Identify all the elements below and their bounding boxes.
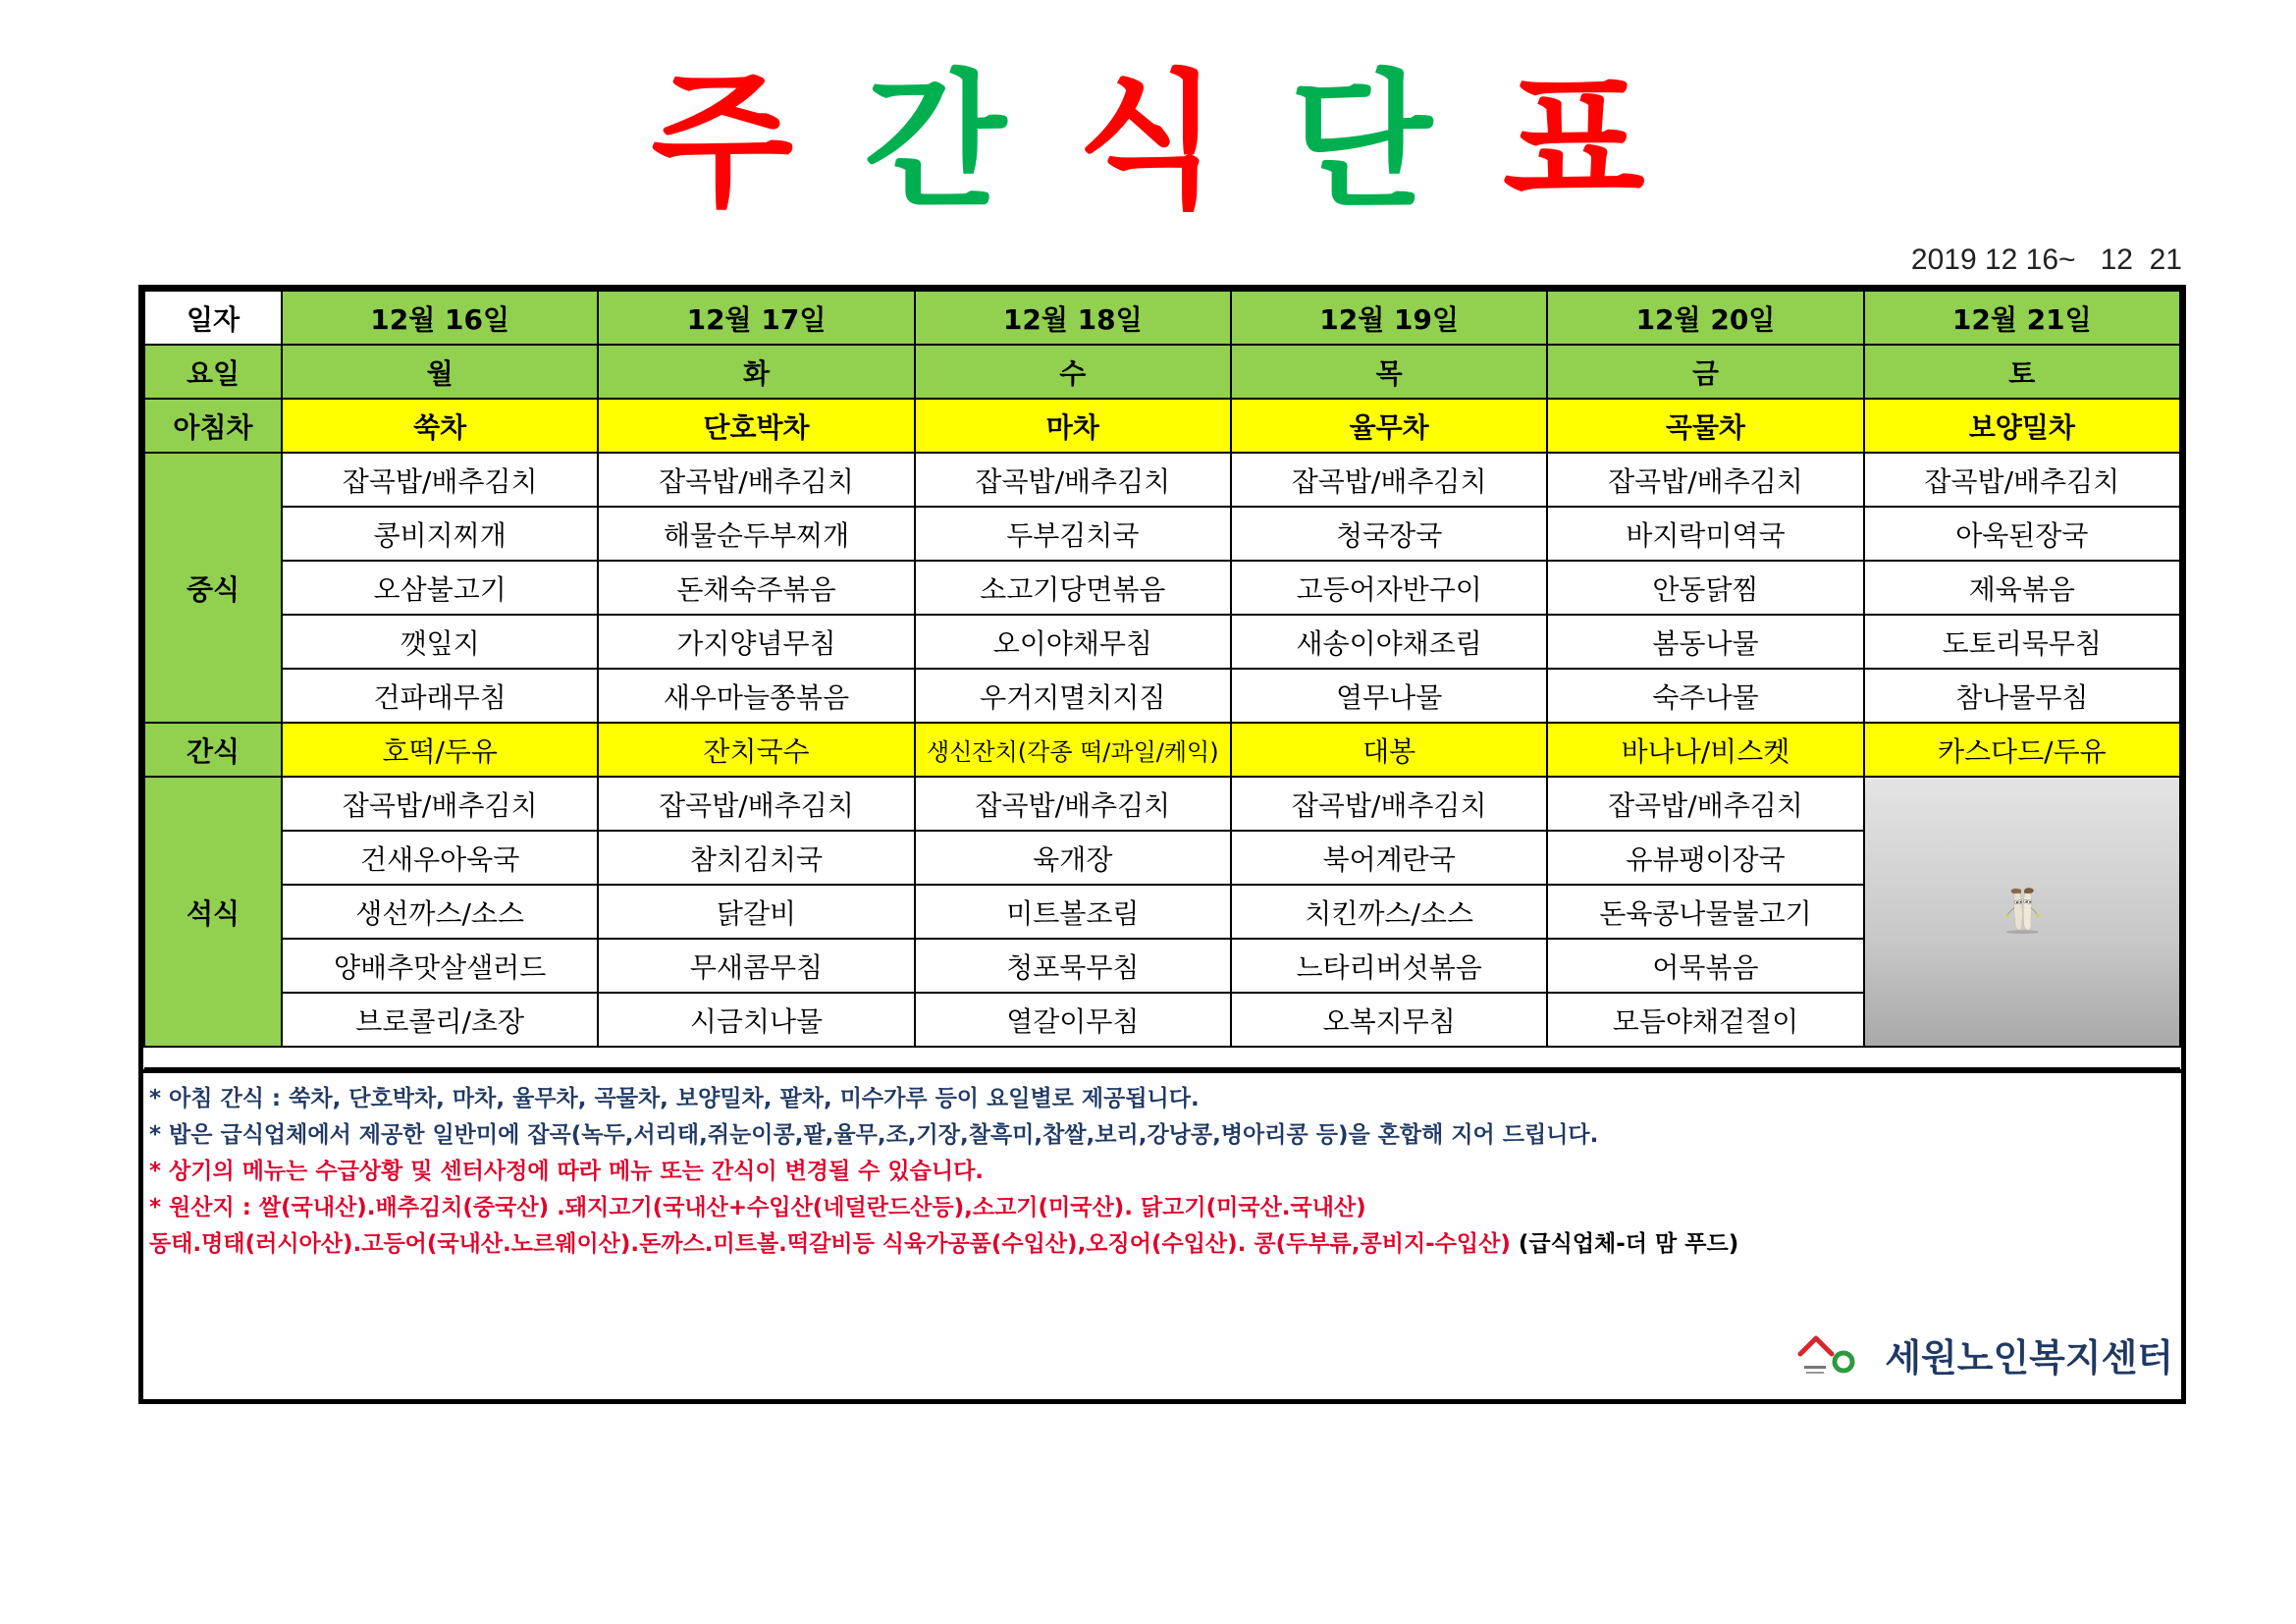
row-label-lunch: 중식 [144, 453, 282, 723]
lunch-cell: 잡곡밥/배추김치 [1547, 453, 1863, 507]
mushroom-illustration [1865, 883, 2179, 935]
date-cell: 12월 19일 [1231, 291, 1547, 345]
lunch-cell: 고등어자반구이 [1231, 561, 1547, 615]
title-char: 주 [651, 57, 794, 228]
dinner-cell: 참치김치국 [598, 831, 914, 885]
lunch-cell: 잡곡밥/배추김치 [915, 453, 1231, 507]
dinner-cell: 느타리버섯볶음 [1231, 939, 1547, 993]
lunch-cell: 오삼불고기 [282, 561, 598, 615]
dinner-cell: 열갈이무침 [915, 993, 1231, 1047]
row-label-weekday: 요일 [144, 345, 282, 399]
lunch-cell: 콩비지찌개 [282, 507, 598, 561]
note-line: * 밥은 급식업체에서 제공한 일반미에 잡곡(녹두,서리태,쥐눈이콩,팥,율무,조,기장,찰흑미,찹쌀,보리,강낭콩,병아리콩 등)을 혼합해 지어 드립니다. [149, 1122, 1599, 1148]
title-char: 단 [1289, 57, 1432, 228]
lunch-cell: 참나물무침 [1864, 669, 2180, 723]
date-row [144, 291, 2180, 345]
dinner-cell: 잡곡밥/배추김치 [1547, 777, 1863, 831]
lunch-cell: 제육볶음 [1864, 561, 2180, 615]
lunch-cell: 잡곡밥/배추김치 [598, 453, 914, 507]
lunch-cell: 소고기당면볶음 [915, 561, 1231, 615]
title-char: 간 [864, 57, 1007, 228]
lunch-row [144, 561, 2180, 615]
dinner-cell: 청포묵무침 [915, 939, 1231, 993]
lunch-cell: 해물순두부찌개 [598, 507, 914, 561]
weekday-row [144, 345, 2180, 399]
lunch-cell: 새송이야채조림 [1231, 615, 1547, 669]
date-cell: 12월 20일 [1547, 291, 1863, 345]
dinner-cell: 건새우아욱국 [282, 831, 598, 885]
tea-row [144, 399, 2180, 453]
note-line [149, 1226, 2175, 1263]
house-logo-icon [1794, 1332, 1857, 1378]
lunch-cell: 돈채숙주볶음 [598, 561, 914, 615]
row-label-tea: 아침차 [144, 399, 282, 453]
weekday-cell: 목 [1231, 345, 1547, 399]
lunch-cell: 도토리묵무침 [1864, 615, 2180, 669]
tea-cell: 마차 [915, 399, 1231, 453]
date-cell: 12월 21일 [1864, 291, 2180, 345]
tea-cell: 보양밀차 [1864, 399, 2180, 453]
mushroom-photo [1864, 777, 2180, 1047]
center-logo [1794, 1327, 2173, 1381]
center-name: 세원노인복지센터 [1885, 1336, 2173, 1380]
dinner-cell: 북어계란국 [1231, 831, 1547, 885]
tea-cell: 쑥차 [282, 399, 598, 453]
lunch-cell: 바지락미역국 [1547, 507, 1863, 561]
title-char: 표 [1502, 57, 1645, 228]
tea-cell: 단호박차 [598, 399, 914, 453]
lunch-cell: 잡곡밥/배추김치 [1231, 453, 1547, 507]
lunch-row [144, 615, 2180, 669]
lunch-cell: 오이야채무침 [915, 615, 1231, 669]
note-supplier: (급식업체-더 맘 푸드) [1510, 1231, 1739, 1257]
note-line: * 아침 간식 : 쑥차, 단호박차, 마차, 율무차, 곡물차, 보양밀차, 팥차, 미수가루 등이 요일별로 제공됩니다. [149, 1086, 1200, 1111]
lunch-cell: 가지양념무침 [598, 615, 914, 669]
dinner-cell: 치킨까스/소스 [1231, 885, 1547, 939]
dinner-cell: 잡곡밥/배추김치 [1231, 777, 1547, 831]
lunch-cell: 청국장국 [1231, 507, 1547, 561]
dinner-cell: 잡곡밥/배추김치 [598, 777, 914, 831]
lunch-cell: 두부김치국 [915, 507, 1231, 561]
snack-cell: 카스다드/두유 [1864, 723, 2180, 777]
lunch-cell: 깻잎지 [282, 615, 598, 669]
lunch-row [144, 453, 2180, 507]
dinner-cell: 시금치나물 [598, 993, 914, 1047]
lunch-cell: 건파래무침 [282, 669, 598, 723]
lunch-cell: 안동닭찜 [1547, 561, 1863, 615]
lunch-cell: 숙주나물 [1547, 669, 1863, 723]
dinner-cell: 육개장 [915, 831, 1231, 885]
date-range: 2019 12 16~ 12 21 [1910, 244, 2182, 276]
note-text: 동태.명태(러시아산).고등어(국내산.노르웨이산).돈까스.미트볼.떡갈비등 식육가공품(수입산),오징어(수입산). 콩(두부류,콩비지-수입산) [149, 1231, 1511, 1257]
snack-cell: 생신잔치(각종 떡/과일/케익) [915, 723, 1231, 777]
menu-table [143, 290, 2181, 1069]
lunch-row [144, 507, 2180, 561]
title-char: 식 [1077, 57, 1219, 228]
dinner-cell: 잡곡밥/배추김치 [915, 777, 1231, 831]
snack-cell: 대봉 [1231, 723, 1547, 777]
dinner-cell: 모듬야채겉절이 [1547, 993, 1863, 1047]
menu-frame [138, 285, 2186, 1404]
lunch-cell: 새우마늘쫑볶음 [598, 669, 914, 723]
weekday-cell: 토 [1864, 345, 2180, 399]
row-label-date: 일자 [144, 291, 282, 345]
row-label-snack: 간식 [144, 723, 282, 777]
spacer-cell [144, 1047, 2180, 1068]
tea-cell: 곡물차 [1547, 399, 1863, 453]
lunch-cell: 아욱된장국 [1864, 507, 2180, 561]
snack-cell: 바나나/비스켓 [1547, 723, 1863, 777]
dinner-cell: 생선까스/소스 [282, 885, 598, 939]
dinner-row [144, 777, 2180, 831]
snack-cell: 호떡/두유 [282, 723, 598, 777]
weekday-cell: 화 [598, 345, 914, 399]
dinner-cell: 유뷰팽이장국 [1547, 831, 1863, 885]
lunch-cell: 우거지멸치지짐 [915, 669, 1231, 723]
lunch-cell: 봄동나물 [1547, 615, 1863, 669]
note-line: * 상기의 메뉴는 수급상황 및 센터사정에 따라 메뉴 또는 간식이 변경될 수 있습니다. [149, 1159, 985, 1184]
row-label-dinner: 석식 [144, 777, 282, 1047]
lunch-row [144, 669, 2180, 723]
dinner-cell: 돈육콩나물불고기 [1547, 885, 1863, 939]
dinner-cell: 미트볼조림 [915, 885, 1231, 939]
dinner-cell: 무새콤무침 [598, 939, 914, 993]
lunch-cell: 잡곡밥/배추김치 [282, 453, 598, 507]
dinner-cell: 어묵볶음 [1547, 939, 1863, 993]
note-line: * 원산지 : 쌀(국내산).배추김치(중국산) .돼지고기(국내산+수입산(네덜란드산등),소고기(미국산). 닭고기(미국산.국내산) [149, 1195, 1366, 1220]
date-cell: 12월 18일 [915, 291, 1231, 345]
page-title [0, 57, 2296, 228]
dinner-cell: 닭갈비 [598, 885, 914, 939]
weekday-cell: 수 [915, 345, 1231, 399]
lunch-cell: 열무나물 [1231, 669, 1547, 723]
dinner-cell: 브로콜리/초장 [282, 993, 598, 1047]
dinner-cell: 양배추맛살샐러드 [282, 939, 598, 993]
dinner-cell: 오복지무침 [1231, 993, 1547, 1047]
lunch-cell: 잡곡밥/배추김치 [1864, 453, 2180, 507]
date-cell: 12월 17일 [598, 291, 914, 345]
snack-cell: 잔치국수 [598, 723, 914, 777]
date-cell: 12월 16일 [282, 291, 598, 345]
notes-section [143, 1069, 2181, 1399]
tea-cell: 율무차 [1231, 399, 1547, 453]
snack-row [144, 723, 2180, 777]
spacer-row [144, 1047, 2180, 1068]
dinner-cell: 잡곡밥/배추김치 [282, 777, 598, 831]
weekday-cell: 금 [1547, 345, 1863, 399]
weekday-cell: 월 [282, 345, 598, 399]
